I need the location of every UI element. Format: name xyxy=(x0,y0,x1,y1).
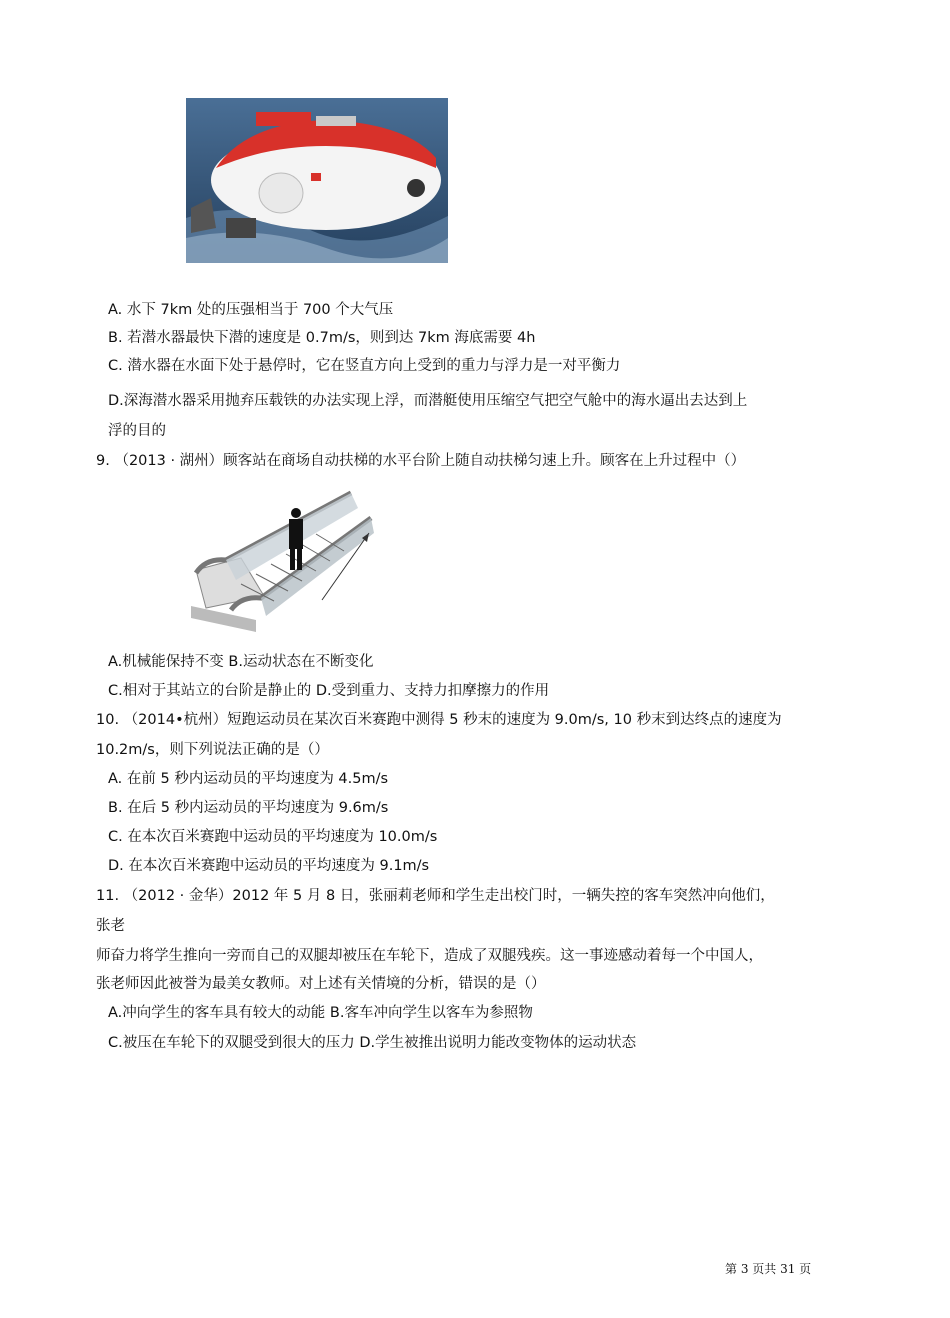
q10-option-d: D. 在本次百米赛跑中运动员的平均速度为 9.1m/s xyxy=(108,858,430,874)
submersible-figure xyxy=(186,98,448,263)
q11-stem-line1: 11. （2012 · 金华）2012 年 5 月 8 日，张丽莉老师和学生走出校门时，一辆失控的客车突然冲向他们， xyxy=(96,888,775,904)
q9-stem: 9. （2013 · 湖州）顾客站在商场自动扶梯的水平台阶上随自动扶梯匀速上升。顾客在上升过程中（） xyxy=(96,453,746,469)
q11-options-ab: A.冲向学生的客车具有较大的动能 B.客车冲向学生以客车为参照物 xyxy=(108,1005,533,1021)
q8-option-d-line2: 浮的目的 xyxy=(108,423,166,439)
q8-option-d-line1: D.深海潜水器采用抛弃压载铁的办法实现上浮，而潜艇使用压缩空气把空气舱中的海水逼出去达到上 xyxy=(108,393,748,409)
q9-options-cd: C.相对于其站立的台阶是静止的 D.受到重力、支持力扣摩擦力的作用 xyxy=(108,683,550,699)
q10-option-b: B. 在后 5 秒内运动员的平均速度为 9.6m/s xyxy=(108,800,389,816)
q11-options-cd: C.被压在车轮下的双腿受到很大的压力 D.学生被推出说明力能改变物体的运动状态 xyxy=(108,1035,637,1051)
q10-stem-line2: 10.2m/s，则下列说法正确的是（） xyxy=(96,742,329,758)
q10-option-c: C. 在本次百米赛跑中运动员的平均速度为 10.0m/s xyxy=(108,829,438,845)
q9-options-ab: A.机械能保持不变 B.运动状态在不断变化 xyxy=(108,654,374,670)
q8-option-c: C. 潜水器在水面下处于悬停时，它在竖直方向上受到的重力与浮力是一对平衡力 xyxy=(108,358,621,374)
q11-stem-line3: 师奋力将学生推向一旁而自己的双腿却被压在车轮下，造成了双腿残疾。这一事迹感动着每一个中国人， xyxy=(96,948,763,964)
q11-stem-line2: 张老 xyxy=(96,918,125,934)
q8-option-a: A. 水下 7km 处的压强相当于 700 个大气压 xyxy=(108,302,394,318)
q10-stem-line1: 10. （2014•杭州）短跑运动员在某次百米赛跑中测得 5 秒末的速度为 9.0m/s, 10 秒末到达终点的速度为 xyxy=(96,712,782,728)
escalator-figure xyxy=(186,488,386,636)
page-number: 第 3 页共 31 页 xyxy=(725,1262,812,1276)
q10-option-a: A. 在前 5 秒内运动员的平均速度为 4.5m/s xyxy=(108,771,389,787)
q8-option-b: B. 若潜水器最快下潜的速度是 0.7m/s，则到达 7km 海底需要 4h xyxy=(108,330,536,346)
q11-stem-line4: 张老师因此被誉为最美女教师。对上述有关情境的分析，错误的是（） xyxy=(96,976,546,992)
